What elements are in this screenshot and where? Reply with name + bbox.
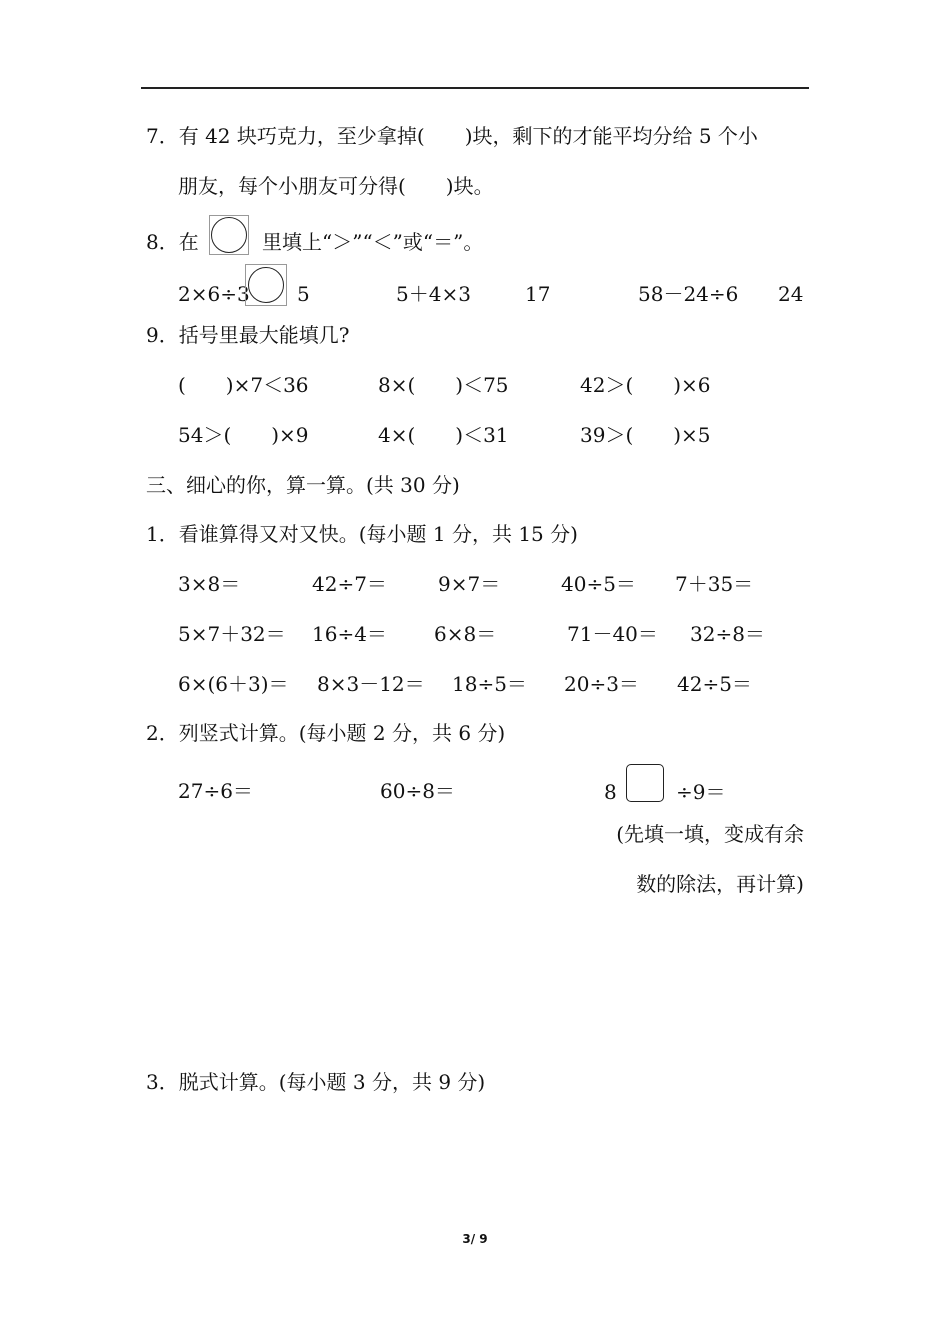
s3-p2-note-line2: 数的除法，再计算)	[636, 872, 804, 896]
q9-r2-c3: 39＞( )×5	[580, 423, 711, 447]
s3-p1-r1-c5: 7＋35＝	[675, 572, 754, 596]
s3-p1-r2-c1: 5×7＋32＝	[178, 622, 286, 646]
s3-p2-blank-box[interactable]	[626, 764, 664, 802]
s3-p2-b: 60÷8＝	[380, 779, 455, 803]
q9-r1-c2: 8×( )＜75	[378, 373, 509, 397]
s3-p1-r3-c3: 18÷5＝	[452, 672, 527, 696]
q7-line2: 朋友，每个小朋友可分得( )块。	[178, 174, 494, 198]
q7-line1: 7．有 42 块巧克力，至少拿掉( )块，剩下的才能平均分给 5 个小	[146, 124, 758, 148]
s3-p1-r1-c3: 9×7＝	[438, 572, 501, 596]
s3-p1-r2-c2: 16÷4＝	[312, 622, 387, 646]
q9-r2-c2: 4×( )＜31	[378, 423, 509, 447]
q8-item1-circle-icon[interactable]	[248, 267, 284, 303]
s3-p1-r1-c1: 3×8＝	[178, 572, 241, 596]
section3-title: 三、细心的你，算一算。(共 30 分)	[146, 473, 460, 497]
q8-circle-icon	[211, 217, 247, 253]
s3-p1-r2-c4: 71－40＝	[567, 622, 658, 646]
header-rule	[141, 87, 809, 89]
s3-p1-r3-c2: 8×3－12＝	[317, 672, 425, 696]
s3-p2-c-suffix: ÷9＝	[676, 780, 726, 804]
q8-item3-right: 24	[778, 282, 804, 306]
q9-r1-c1: ( )×7＜36	[178, 373, 309, 397]
s3-p2-a: 27÷6＝	[178, 779, 253, 803]
q8-item2-left: 5＋4×3	[396, 282, 471, 306]
q9-r1-c3: 42＞( )×6	[580, 373, 711, 397]
s3-p2-note-line1: (先填一填，变成有余	[616, 822, 804, 846]
s3-p1-title: 1．看谁算得又对又快。(每小题 1 分，共 15 分)	[146, 522, 578, 546]
s3-p1-r1-c2: 42÷7＝	[312, 572, 387, 596]
s3-p1-r2-c5: 32÷8＝	[690, 622, 765, 646]
s3-p1-r3-c5: 42÷5＝	[677, 672, 752, 696]
s3-p1-r2-c3: 6×8＝	[434, 622, 497, 646]
s3-p2-c-prefix: 8	[604, 780, 617, 804]
s3-p3-title: 3．脱式计算。(每小题 3 分，共 9 分)	[146, 1070, 486, 1094]
q9-title: 9．括号里最大能填几?	[146, 323, 350, 347]
q8-instruction: 里填上“＞”“＜”或“＝”。	[262, 230, 484, 254]
q8-item1-right: 5	[297, 282, 310, 306]
q8-item3-left: 58－24÷6	[638, 282, 739, 306]
s3-p1-r1-c4: 40÷5＝	[561, 572, 636, 596]
q8-item1-left: 2×6÷3	[178, 282, 250, 306]
q8-item2-right: 17	[525, 282, 551, 306]
q9-r2-c1: 54＞( )×9	[178, 423, 309, 447]
q8-prefix: 8．在	[146, 230, 199, 254]
page-number: 3/ 9	[462, 1232, 488, 1246]
s3-p2-title: 2．列竖式计算。(每小题 2 分，共 6 分)	[146, 721, 506, 745]
s3-p1-r3-c4: 20÷3＝	[564, 672, 639, 696]
s3-p1-r3-c1: 6×(6＋3)＝	[178, 672, 289, 696]
